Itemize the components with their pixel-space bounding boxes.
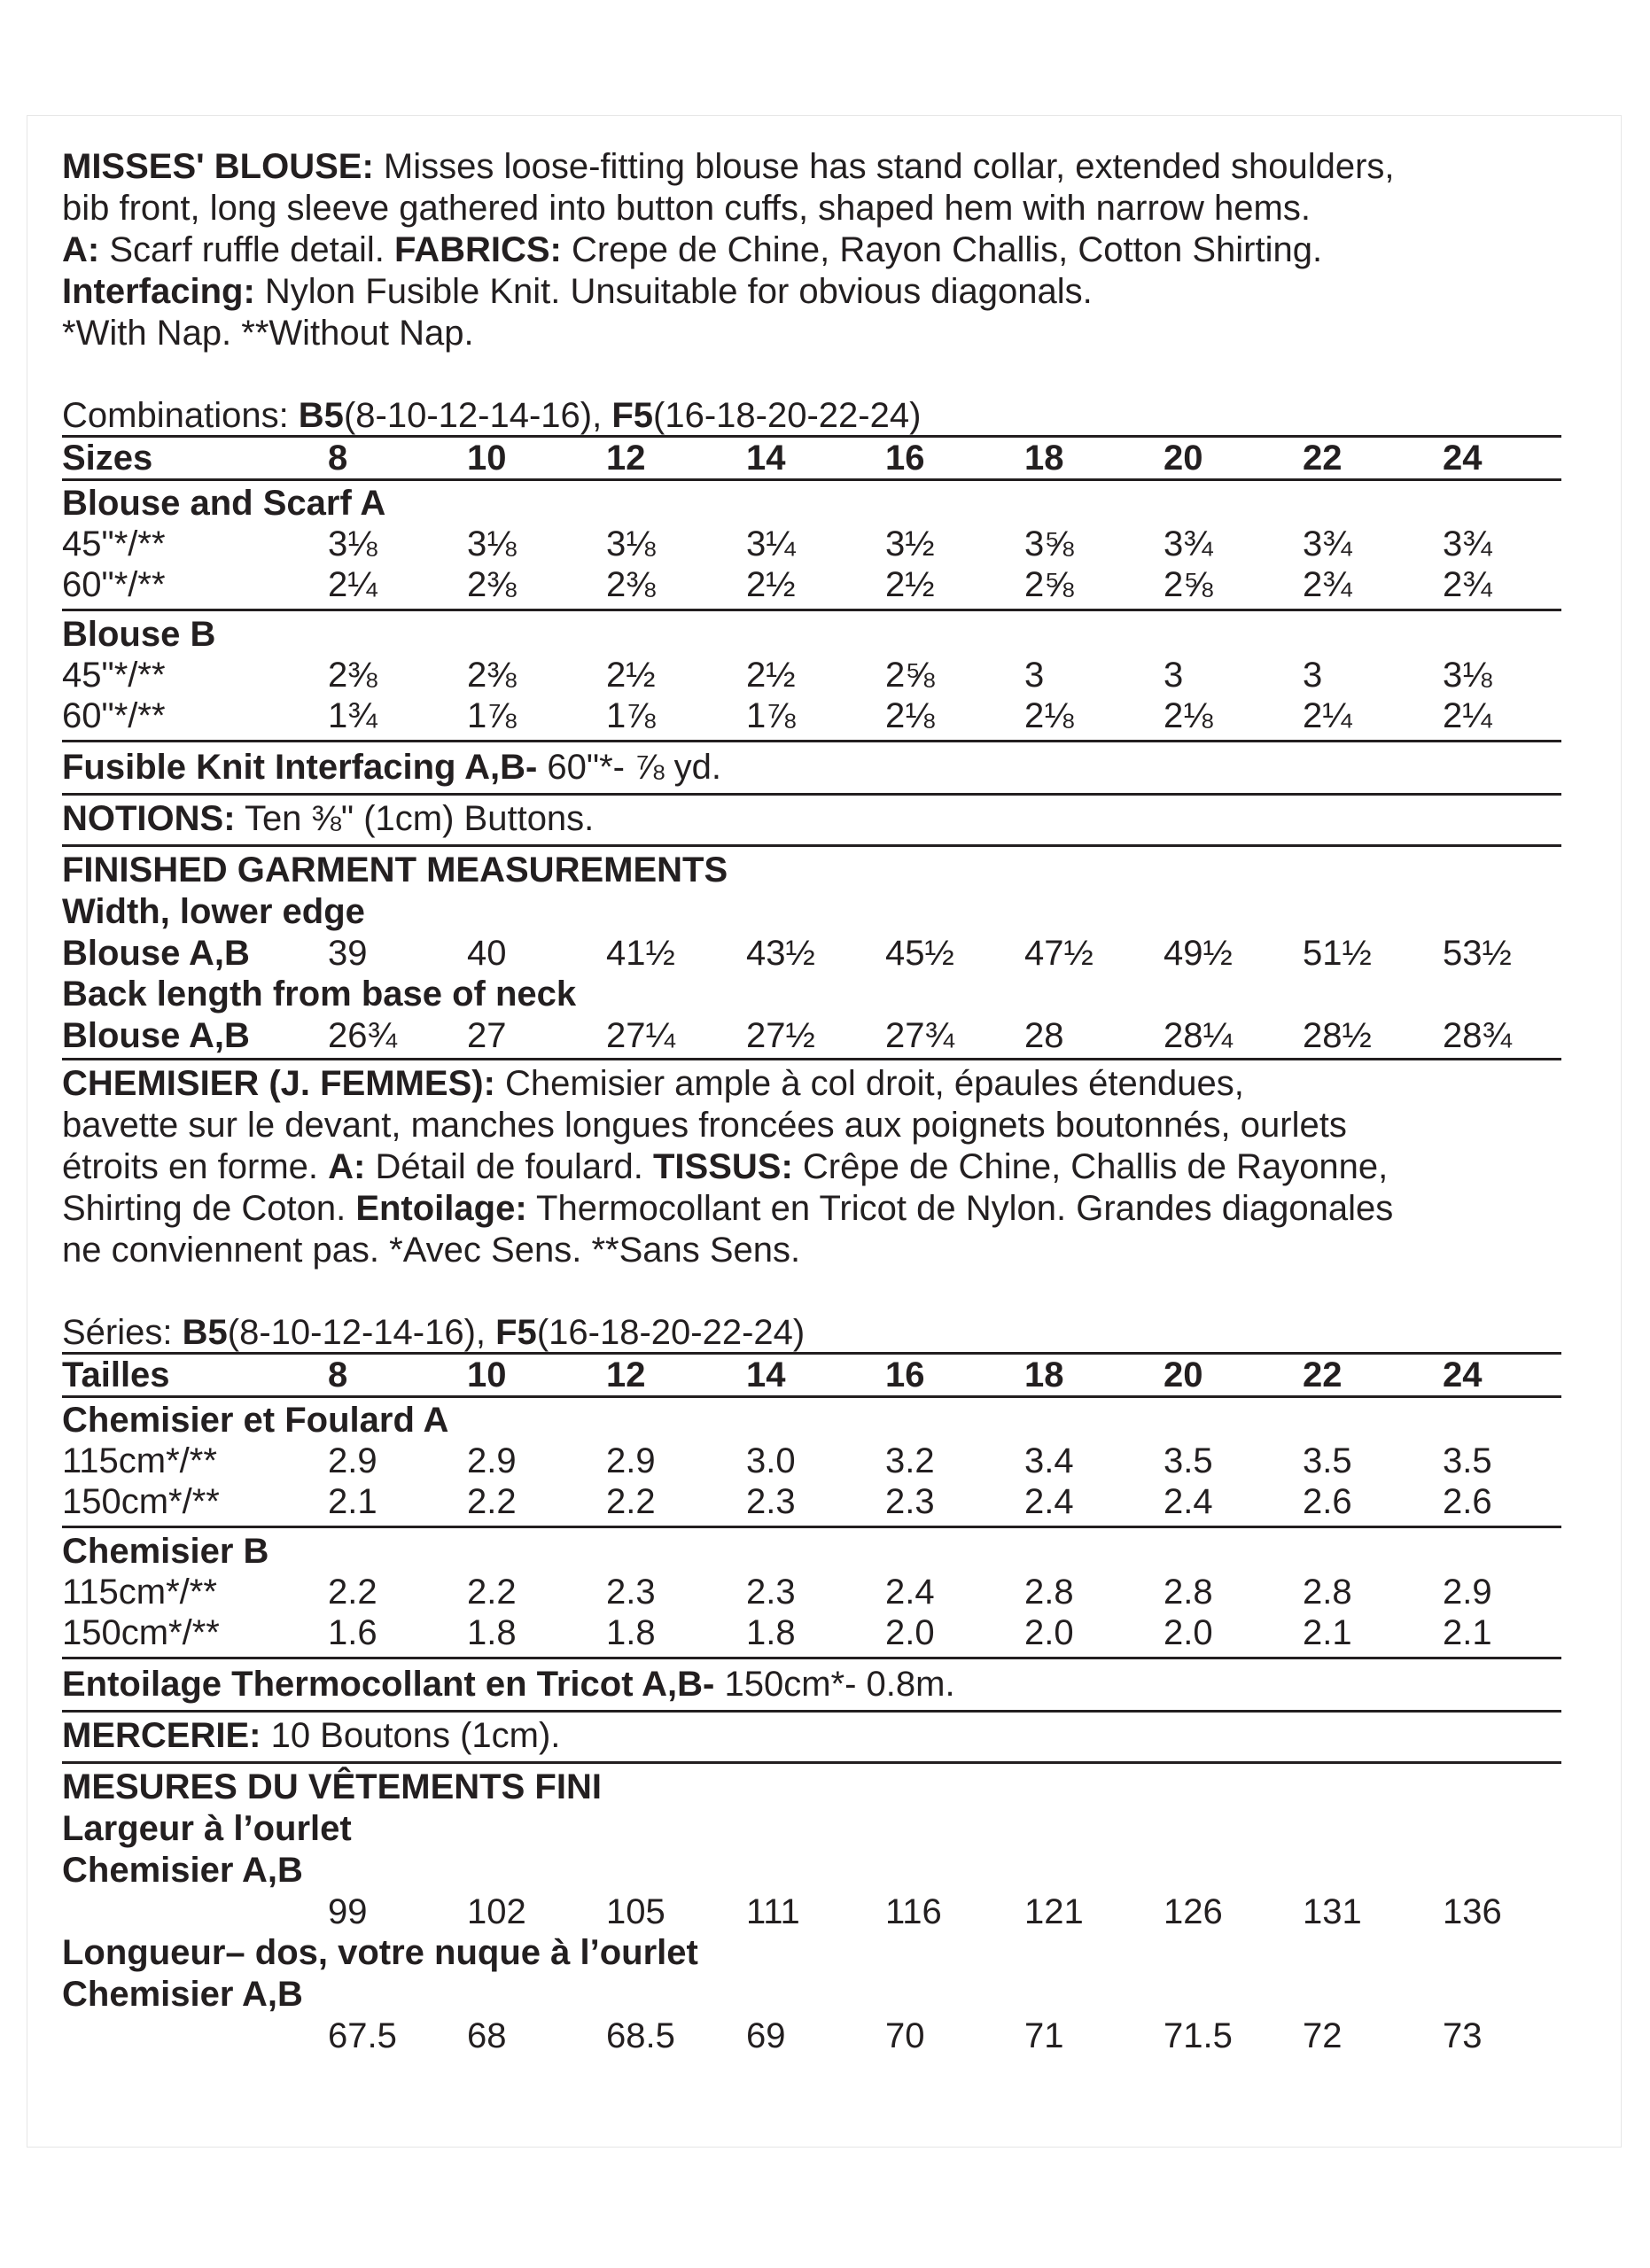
yardage-cell: 2.2	[328, 1573, 377, 1612]
rule-line	[62, 1058, 1561, 1060]
size-header: 20	[1164, 1355, 1203, 1394]
size-header: 12	[606, 439, 646, 478]
yardage-cell: 2⅝	[1164, 565, 1213, 604]
yardage-cell: 1.6	[328, 1613, 377, 1652]
measurement-cell: 39	[328, 934, 368, 973]
yardage-cell: 1.8	[746, 1613, 796, 1652]
measurement-cell: 26¾	[328, 1016, 397, 1055]
bold-text: MERCERIE:	[62, 1716, 261, 1755]
yardage-cell: 2.8	[1303, 1573, 1352, 1612]
yardage-cell: 2.4	[1164, 1482, 1213, 1521]
yardage-cell: 3	[1024, 656, 1045, 695]
yardage-cell: 1⅞	[606, 696, 656, 735]
size-header: 14	[746, 1355, 786, 1394]
yardage-cell: 2⅛	[1024, 696, 1074, 735]
measurement-cell: 73	[1443, 2016, 1483, 2055]
size-header: 12	[606, 1355, 646, 1394]
measurement-cell: 27½	[746, 1016, 815, 1055]
notions-line	[62, 1715, 560, 1756]
text: (8-10-12-14-16),	[343, 396, 612, 435]
bold-text: Entoilage Thermocollant en Tricot A,B-	[62, 1665, 715, 1704]
bold-text: A:	[328, 1147, 366, 1186]
measurement-cell: 28¾	[1443, 1016, 1512, 1055]
yardage-cell: 2¼	[328, 565, 377, 604]
yardage-cell: 3.4	[1024, 1441, 1074, 1480]
yardage-cell: 2.9	[467, 1441, 517, 1480]
fabric-width-label: 45"*/**	[62, 656, 166, 695]
measurement-cell: 126	[1164, 1892, 1223, 1931]
yardage-cell: 3¼	[746, 524, 796, 563]
text: 150cm*- 0.8m.	[714, 1665, 955, 1704]
yardage-cell: 2⅜	[328, 656, 377, 695]
yardage-cell: 3⅛	[467, 524, 517, 563]
yardage-cell: 3¾	[1443, 524, 1492, 563]
measurement-cell: 28¼	[1164, 1016, 1233, 1055]
bold-text: F5	[611, 396, 653, 435]
yardage-cell: 2.1	[328, 1482, 377, 1521]
yardage-cell: 2½	[885, 565, 935, 604]
bold-text: NOTIONS:	[62, 799, 236, 838]
fabric-width-label: 150cm*/**	[62, 1482, 220, 1521]
text: Thermocollant en Tricot de Nylon. Grandes diagonales	[526, 1189, 1394, 1228]
yardage-cell: 3⅛	[328, 524, 377, 563]
yardage-cell: 1⅞	[467, 696, 517, 735]
measurement-cell: 43½	[746, 934, 815, 973]
yardage-cell: 2.1	[1303, 1613, 1352, 1652]
text: Séries:	[62, 1313, 183, 1352]
measurement-cell: 67.5	[328, 2016, 397, 2055]
text: *With Nap. **Without Nap.	[62, 314, 474, 353]
description-line	[62, 1063, 1244, 1104]
rule-line	[62, 1526, 1561, 1528]
measurement-title: Largeur à l’ourlet	[62, 1809, 352, 1848]
measurement-cell: 69	[746, 2016, 786, 2055]
bold-text: A:	[62, 230, 100, 269]
yardage-cell: 2.4	[1024, 1482, 1074, 1521]
fabric-width-label: 60"*/**	[62, 565, 166, 604]
size-header: 14	[746, 439, 786, 478]
text: Crêpe de Chine, Challis de Rayonne,	[792, 1147, 1389, 1186]
yardage-cell: 3⅛	[606, 524, 656, 563]
rule-line	[62, 1761, 1561, 1764]
text: Détail de foulard.	[365, 1147, 653, 1186]
measurement-title: Width, lower edge	[62, 892, 365, 931]
combinations-line	[62, 1312, 805, 1353]
measurement-cell: 27¾	[885, 1016, 954, 1055]
yardage-cell: 2.2	[606, 1482, 656, 1521]
text: Crepe de Chine, Rayon Challis, Cotton Shirting.	[561, 230, 1323, 269]
yardage-cell: 3.5	[1164, 1441, 1213, 1480]
rule-line	[62, 1395, 1561, 1398]
yardage-cell: 3.5	[1443, 1441, 1492, 1480]
size-header: 10	[467, 439, 507, 478]
group-title: Chemisier B	[62, 1532, 269, 1571]
text: bib front, long sleeve gathered into button cuffs, shaped hem with narrow hems.	[62, 189, 1311, 228]
description-line	[62, 1105, 1347, 1146]
measurement-cell: 68	[467, 2016, 507, 2055]
measurement-cell: 45½	[885, 934, 954, 973]
rule-line	[62, 793, 1561, 796]
description-line	[62, 1188, 1393, 1229]
yardage-cell: 2.9	[328, 1441, 377, 1480]
yardage-cell: 2.3	[606, 1573, 656, 1612]
yardage-cell: 3.2	[885, 1441, 935, 1480]
rule-line	[62, 478, 1561, 481]
rule-line	[62, 1657, 1561, 1659]
yardage-cell: 3½	[885, 524, 935, 563]
yardage-cell: 2⅝	[1024, 565, 1074, 604]
group-title: Blouse B	[62, 615, 216, 654]
measurement-cell: 49½	[1164, 934, 1233, 973]
measurement-cell: 68.5	[606, 2016, 675, 2055]
measurement-cell: 121	[1024, 1892, 1084, 1931]
size-header: 18	[1024, 439, 1064, 478]
measurement-cell: 41½	[606, 934, 675, 973]
fabric-width-label: 115cm*/**	[62, 1441, 217, 1480]
description-line	[62, 146, 1395, 187]
yardage-cell: 1¾	[328, 696, 377, 735]
text: (16-18-20-22-24)	[536, 1313, 806, 1352]
yardage-cell: 2.9	[1443, 1573, 1492, 1612]
bold-text: Entoilage:	[355, 1189, 527, 1228]
yardage-cell: 2.0	[1164, 1613, 1213, 1652]
description-line	[62, 271, 1093, 312]
yardage-cell: 3⅝	[1024, 524, 1074, 563]
interfacing-line	[62, 1664, 955, 1705]
yardage-cell: 2.0	[885, 1613, 935, 1652]
size-header: 8	[328, 1355, 348, 1394]
measurement-cell: 27¼	[606, 1016, 675, 1055]
group-title: Blouse and Scarf A	[62, 484, 386, 523]
fabric-width-label: 115cm*/**	[62, 1573, 217, 1612]
size-header: 8	[328, 439, 348, 478]
yardage-cell: 2.1	[1443, 1613, 1492, 1652]
rule-line	[62, 844, 1561, 847]
measurement-cell: 136	[1443, 1892, 1502, 1931]
finished-measurements-title: MESURES DU VÊTEMENTS FINI	[62, 1767, 602, 1806]
size-header: 24	[1443, 1355, 1483, 1394]
measurement-label: Chemisier A,B	[62, 1975, 303, 2014]
bold-text: FABRICS:	[393, 230, 562, 269]
bold-text: MISSES' BLOUSE:	[62, 147, 374, 186]
yardage-cell: 2.4	[885, 1573, 935, 1612]
measurement-cell: 51½	[1303, 934, 1372, 973]
description-line	[62, 229, 1322, 270]
measurement-cell: 102	[467, 1892, 526, 1931]
bold-text: F5	[495, 1313, 537, 1352]
yardage-cell: 3¾	[1303, 524, 1352, 563]
text: Ten ⅜" (1cm) Buttons.	[235, 799, 595, 838]
yardage-cell: 3⅛	[1443, 656, 1492, 695]
yardage-cell: 2⅜	[467, 565, 517, 604]
yardage-cell: 2.3	[885, 1482, 935, 1521]
text: Shirting de Coton.	[62, 1189, 356, 1228]
yardage-cell: 2⅜	[467, 656, 517, 695]
measurement-cell: 105	[606, 1892, 665, 1931]
yardage-cell: 2.3	[746, 1482, 796, 1521]
measurement-label: Chemisier A,B	[62, 1851, 303, 1890]
interfacing-line	[62, 747, 721, 788]
fabric-width-label: 150cm*/**	[62, 1613, 220, 1652]
measurement-cell: 70	[885, 2016, 925, 2055]
yardage-cell: 2¼	[1443, 696, 1492, 735]
measurement-cell: 99	[328, 1892, 368, 1931]
description-line	[62, 1146, 1388, 1187]
yardage-cell: 3¾	[1164, 524, 1213, 563]
text: Misses loose-fitting blouse has stand collar, extended shoulders,	[373, 147, 1395, 186]
description-line	[62, 313, 474, 353]
measurement-cell: 116	[885, 1892, 942, 1931]
measurement-title: Longueur– dos, votre nuque à l’ourlet	[62, 1933, 698, 1972]
yardage-cell: 2.6	[1303, 1482, 1352, 1521]
yardage-cell: 2½	[606, 656, 656, 695]
size-header: 18	[1024, 1355, 1064, 1394]
notions-line	[62, 798, 594, 839]
yardage-cell: 1.8	[467, 1613, 517, 1652]
sizes-label: Tailles	[62, 1355, 170, 1394]
yardage-cell: 3	[1303, 656, 1323, 695]
sizes-label: Sizes	[62, 439, 153, 478]
yardage-cell: 2½	[746, 565, 796, 604]
text: Chemisier ample à col droit, épaules étendues,	[494, 1064, 1244, 1103]
yardage-cell: 3	[1164, 656, 1184, 695]
measurement-label: Blouse A,B	[62, 934, 250, 973]
text: ne conviennent pas. *Avec Sens. **Sans Sens.	[62, 1231, 801, 1270]
yardage-cell: 2.8	[1024, 1573, 1074, 1612]
text: (8-10-12-14-16),	[227, 1313, 496, 1352]
yardage-cell: 2.3	[746, 1573, 796, 1612]
measurement-cell: 47½	[1024, 934, 1094, 973]
rule-line	[62, 740, 1561, 742]
finished-measurements-title: FINISHED GARMENT MEASUREMENTS	[62, 850, 728, 889]
text: 10 Boutons (1cm).	[261, 1716, 561, 1755]
text: Combinations:	[62, 396, 299, 435]
yardage-cell: 2½	[746, 656, 796, 695]
yardage-cell: 2¾	[1303, 565, 1352, 604]
text: Nylon Fusible Knit. Unsuitable for obvious diagonals.	[254, 272, 1093, 311]
bold-text: B5	[298, 396, 344, 435]
measurement-cell: 71.5	[1164, 2016, 1233, 2055]
measurement-cell: 71	[1024, 2016, 1064, 2055]
measurement-cell: 131	[1303, 1892, 1362, 1931]
fabric-width-label: 60"*/**	[62, 696, 166, 735]
yardage-cell: 2¼	[1303, 696, 1352, 735]
yardage-cell: 2⅝	[885, 656, 935, 695]
description-line	[62, 188, 1311, 229]
size-header: 24	[1443, 439, 1483, 478]
measurement-cell: 111	[746, 1892, 800, 1931]
measurement-cell: 27	[467, 1016, 507, 1055]
combinations-line	[62, 395, 921, 436]
measurement-label: Blouse A,B	[62, 1016, 250, 1055]
bold-text: Interfacing:	[62, 272, 255, 311]
measurement-cell: 28½	[1303, 1016, 1372, 1055]
text: Scarf ruffle detail.	[99, 230, 394, 269]
fabric-width-label: 45"*/**	[62, 524, 166, 563]
bold-text: TISSUS:	[652, 1147, 793, 1186]
yardage-cell: 2⅛	[1164, 696, 1213, 735]
rule-line	[62, 1710, 1561, 1713]
yardage-cell: 2.2	[467, 1573, 517, 1612]
bold-text: CHEMISIER (J. FEMMES):	[62, 1064, 495, 1103]
measurement-title: Back length from base of neck	[62, 975, 577, 1014]
measurement-cell: 53½	[1443, 934, 1512, 973]
yardage-cell: 2.8	[1164, 1573, 1213, 1612]
measurement-cell: 28	[1024, 1016, 1064, 1055]
size-header: 20	[1164, 439, 1203, 478]
text: (16-18-20-22-24)	[653, 396, 922, 435]
text: 60"*- ⅞ yd.	[537, 748, 721, 787]
description-line	[62, 1230, 800, 1270]
yardage-cell: 2⅛	[885, 696, 935, 735]
yardage-cell: 2.0	[1024, 1613, 1074, 1652]
yardage-cell: 1⅞	[746, 696, 796, 735]
measurement-cell: 72	[1303, 2016, 1343, 2055]
yardage-cell: 3.5	[1303, 1441, 1352, 1480]
bold-text: B5	[182, 1313, 228, 1352]
bold-text: Fusible Knit Interfacing A,B-	[62, 748, 538, 787]
yardage-cell: 1.8	[606, 1613, 656, 1652]
size-header: 22	[1303, 439, 1343, 478]
yardage-cell: 3.0	[746, 1441, 796, 1480]
text: étroits en forme.	[62, 1147, 329, 1186]
size-header: 10	[467, 1355, 507, 1394]
text: bavette sur le devant, manches longues froncées aux poignets boutonnés, ourlets	[62, 1106, 1347, 1145]
size-header: 16	[885, 439, 925, 478]
size-header: 22	[1303, 1355, 1343, 1394]
group-title: Chemisier et Foulard A	[62, 1401, 449, 1440]
yardage-cell: 2¾	[1443, 565, 1492, 604]
yardage-cell: 2.9	[606, 1441, 656, 1480]
yardage-cell: 2⅜	[606, 565, 656, 604]
measurement-cell: 40	[467, 934, 507, 973]
rule-line	[62, 609, 1561, 611]
size-header: 16	[885, 1355, 925, 1394]
yardage-cell: 2.6	[1443, 1482, 1492, 1521]
yardage-cell: 2.2	[467, 1482, 517, 1521]
